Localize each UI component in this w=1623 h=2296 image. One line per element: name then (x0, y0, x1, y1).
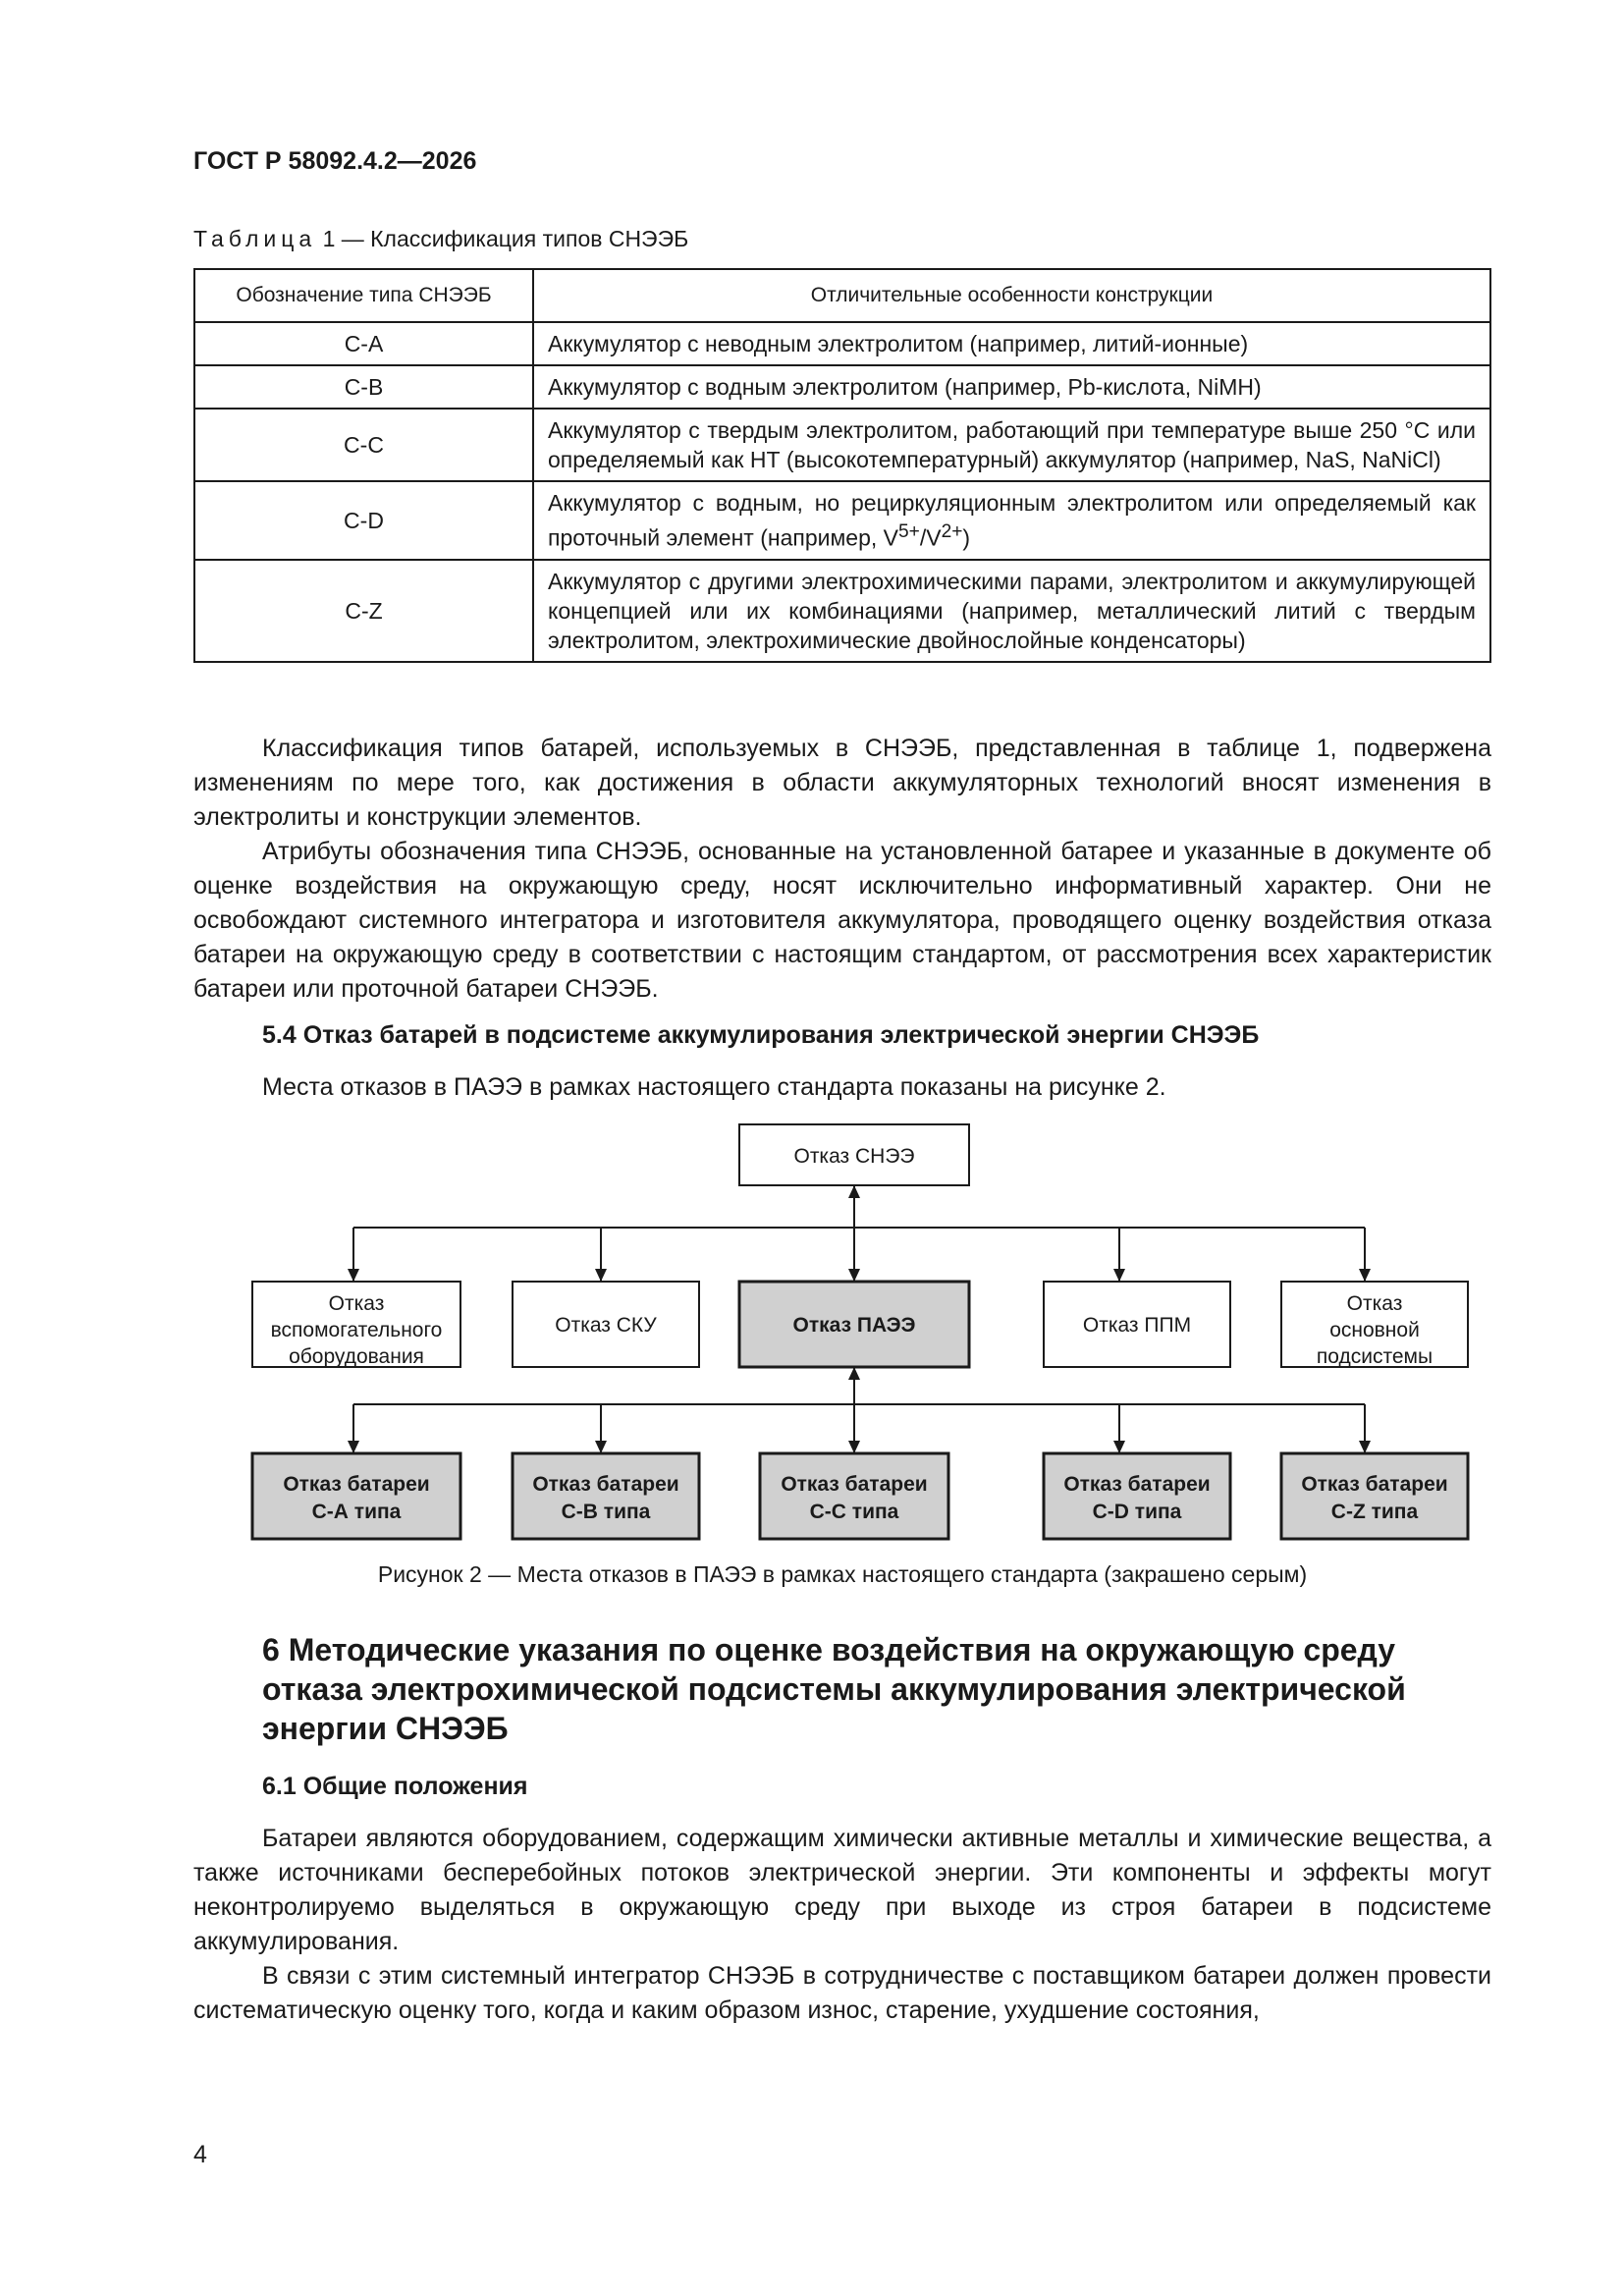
type-code-cell: C-D (194, 481, 533, 560)
box-label: оборудования (289, 1345, 424, 1368)
box-battery-cc-failure (760, 1453, 948, 1539)
type-code-cell: C-C (194, 409, 533, 481)
box-label: Отказ СНЭЭ (793, 1145, 915, 1168)
arrow-up-icon (848, 1185, 860, 1198)
paragraph-attributes-note: Атрибуты обозначения типа СНЭЭБ, основанные на установленной батарее и указанные в документе об оценке воздействия на окружающую среду, носят исключительно информативный характер. Они не освобождают системного интегратора и изготовителя аккумулятора, проводящего оценку воздействия отказа батареи на окружающую среду в соответствии с настоящим стандартом, от рассмотрения всех характеристик батареи или проточной батареи СНЭЭБ. (193, 838, 1491, 1003)
table-caption-word: Таблица (193, 226, 317, 251)
box-battery-cb-failure (513, 1453, 699, 1539)
page-number: 4 (193, 2141, 207, 2168)
paragraph-classification-note: Классификация типов батарей, используемых в СНЭЭБ, представленная в таблице 1, подвержена изменениям по мере того, как достижения в области аккумуляторных технологий вносят изменения в электролиты и конструкции элементов. (193, 735, 1491, 831)
arrow-down-icon (348, 1269, 359, 1282)
arrow-down-icon (595, 1269, 607, 1282)
box-label: основной (1329, 1319, 1420, 1341)
box-label: С-D типа (1092, 1501, 1182, 1523)
arrow-down-icon (595, 1441, 607, 1453)
superscript-vanadium-2: 2+ (941, 521, 963, 542)
document-code-header: ГОСТ Р 58092.4.2—2026 (193, 147, 477, 175)
column-header-features: Отличительные особенности конструкции (533, 269, 1490, 322)
desc-text: /V (919, 524, 942, 551)
box-battery-cz-failure (1281, 1453, 1468, 1539)
arrow-down-icon (848, 1269, 860, 1282)
section-5-4-heading: 5.4 Отказ батарей в подсистеме аккумулирования электрической энергии СНЭЭБ (262, 1021, 1260, 1049)
type-code-cell: C-A (194, 322, 533, 365)
type-code-cell: C-B (194, 365, 533, 409)
arrow-down-icon (1359, 1269, 1371, 1282)
section-6-1-heading: 6.1 Общие положения (262, 1773, 528, 1800)
type-description-cell: Аккумулятор с неводным электролитом (например, литий-ионные) (533, 322, 1490, 365)
column-header-type: Обозначение типа СНЭЭБ (194, 269, 533, 322)
figure-caption: Рисунок 2 — Места отказов в ПАЭЭ в рамках настоящего стандарта (закрашено серым) (377, 1561, 1308, 1587)
box-label: С-Z типа (1330, 1501, 1419, 1523)
paragraph-integrator-assessment: В связи с этим системный интегратор СНЭЭБ в сотрудничестве с поставщиком батареи должен провести систематическую оценку того, когда и каким образом износ, старение, ухудшение состояния, (193, 1962, 1491, 2024)
box-label: подсистемы (1316, 1345, 1434, 1368)
box-battery-cd-failure (1044, 1453, 1230, 1539)
box-label: Отказ (1346, 1292, 1403, 1315)
paragraph-figure-reference: Места отказов в ПАЭЭ в рамках настоящего стандарта показаны на рисунке 2. (262, 1073, 1166, 1101)
box-label: Отказ ПАЭЭ (792, 1314, 916, 1337)
arrow-up-icon (848, 1367, 860, 1380)
desc-text: Аккумулятор с водным, но рециркуляционным электролитом или определяемый как проточный элемент (например, V (548, 490, 1476, 551)
box-label: С-С типа (809, 1501, 899, 1523)
type-description-cell: Аккумулятор с твердым электролитом, работающий при температуре выше 250 °С или определяемый как НТ (высокотемпературный) аккумулятор (например, NaS, NaNiCl) (533, 409, 1490, 481)
box-label: Отказ батареи (532, 1473, 679, 1496)
arrow-down-icon (1113, 1269, 1125, 1282)
paragraph-batteries-general: Батареи являются оборудованием, содержащим химически активные металлы и химические вещества, а также источниками бесперебойных потоков электрической энергии. Эти компоненты и эффекты могут неконтролируемо выделяться в окружающую среду при выходе из строя батареи в подсистеме аккумулирования. (193, 1825, 1491, 1955)
arrow-down-icon (1359, 1441, 1371, 1453)
box-label: С-В типа (561, 1501, 651, 1523)
section-6-heading: 6 Методические указания по оценке воздействия на окружающую среду отказа электрохимической подсистемы аккумулирования электрической энергии СНЭЭБ (262, 1632, 1406, 1746)
superscript-vanadium-5: 5+ (897, 521, 920, 542)
arrow-down-icon (348, 1441, 359, 1453)
box-label: Отказ батареи (283, 1473, 430, 1496)
box-label: Отказ батареи (781, 1473, 928, 1496)
table-caption-title: 1 — Классификация типов СНЭЭБ (316, 226, 689, 251)
box-battery-ca-failure (252, 1453, 460, 1539)
arrow-down-icon (848, 1441, 860, 1453)
desc-text: ) (962, 524, 971, 551)
box-label: Отказ ППМ (1082, 1314, 1192, 1337)
box-label: вспомогательного (270, 1319, 443, 1341)
type-description-cell: Аккумулятор с другими электрохимическими парами, электролитом и аккумулирующей концепцией или их комбинациями (например, металлический литий с твердым электролитом, электрохимические двойнослойные конденсаторы) (533, 560, 1490, 662)
type-code-cell: C-Z (194, 560, 533, 662)
box-label: С-А типа (311, 1501, 402, 1523)
box-label: Отказ батареи (1063, 1473, 1211, 1496)
box-label: Отказ (328, 1292, 385, 1315)
arrow-down-icon (1113, 1441, 1125, 1453)
box-label: Отказ СКУ (555, 1314, 657, 1337)
box-label: Отказ батареи (1301, 1473, 1448, 1496)
type-description-cell: Аккумулятор с водным электролитом (например, Pb-кислота, NiMH) (533, 365, 1490, 409)
